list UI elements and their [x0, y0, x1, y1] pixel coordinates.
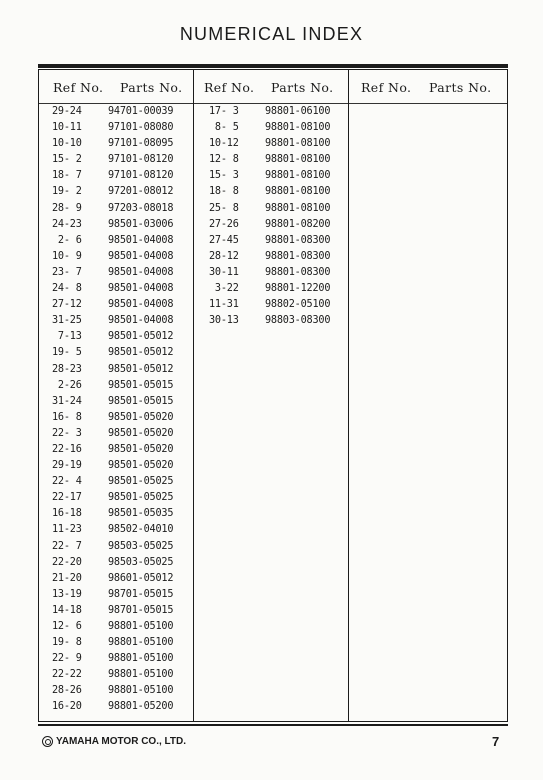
parts-no: 94701-00039	[108, 106, 174, 117]
parts-no: 98501-04008	[108, 299, 174, 311]
parts-no: 98801-12200	[265, 283, 331, 295]
index-row	[209, 122, 330, 138]
ref-no: 19- 5	[52, 347, 82, 359]
index-row	[52, 701, 173, 717]
ref-no: 15- 3	[209, 170, 239, 182]
index-row	[52, 283, 173, 299]
parts-no: 98803-08300	[265, 315, 331, 327]
parts-no: 98801-05100	[108, 685, 174, 697]
index-row	[52, 621, 173, 637]
index-row	[52, 589, 173, 605]
index-row	[52, 541, 173, 557]
ref-no: 24-23	[52, 218, 82, 230]
parts-no: 98701-05015	[108, 604, 174, 616]
ref-no: 30-13	[209, 315, 239, 327]
ref-no: 25- 8	[209, 202, 239, 214]
parts-no: 98601-05012	[108, 572, 174, 584]
index-row	[52, 605, 173, 621]
index-row	[209, 138, 330, 154]
index-row	[52, 347, 173, 363]
ref-no: 30-11	[209, 266, 239, 278]
index-row	[52, 524, 173, 540]
ref-no: 2- 6	[52, 234, 82, 246]
parts-no: 98501-04008	[108, 250, 174, 262]
index-row	[209, 315, 330, 331]
parts-no: 98801-05100	[108, 621, 174, 632]
parts-no: 97203-08018	[108, 202, 174, 214]
index-row	[52, 653, 173, 669]
ref-no: 27-12	[52, 299, 82, 311]
ref-no: 8- 5	[209, 122, 239, 134]
index-row	[209, 186, 330, 202]
index-row	[52, 428, 173, 444]
parts-no: 98501-03006	[108, 218, 174, 230]
parts-no: 98801-05100	[108, 653, 174, 665]
parts-no: 97101-08095	[108, 138, 174, 150]
ref-no: 29-24	[52, 106, 82, 117]
parts-no: 98801-05200	[108, 701, 174, 713]
company-name: YAMAHA MOTOR CO., LTD.	[56, 736, 186, 747]
ref-no: 22-20	[52, 556, 82, 568]
ref-no: 15- 2	[52, 154, 82, 166]
parts-no: 98503-05025	[108, 556, 174, 568]
column-divider	[348, 69, 349, 721]
index-row	[209, 235, 330, 251]
parts-no: 98501-05012	[108, 347, 174, 359]
index-row	[52, 460, 173, 476]
index-row	[52, 122, 173, 138]
parts-no: 98501-04008	[108, 266, 174, 278]
parts-no: 98801-08100	[265, 202, 331, 214]
index-row	[52, 267, 173, 283]
top-rule	[38, 64, 508, 68]
index-row	[209, 283, 330, 299]
index-row	[52, 138, 173, 154]
index-row	[52, 331, 173, 347]
index-column-1	[52, 106, 173, 718]
yamaha-tuning-fork-icon	[42, 736, 53, 747]
ref-no: 11-23	[52, 524, 82, 536]
index-row	[52, 557, 173, 573]
index-row	[52, 508, 173, 524]
index-row	[52, 251, 173, 267]
index-row	[52, 492, 173, 508]
ref-no: 31-25	[52, 315, 82, 327]
column-divider	[193, 69, 194, 721]
parts-no: 98501-04008	[108, 283, 174, 295]
parts-no: 97101-08120	[108, 154, 174, 166]
parts-no: 98501-05015	[108, 395, 174, 407]
index-row	[52, 412, 173, 428]
index-row	[52, 637, 173, 653]
parts-no-header: Parts No.	[271, 80, 334, 95]
parts-no: 98501-05020	[108, 427, 174, 439]
ref-no: 28-23	[52, 363, 82, 375]
index-row	[209, 106, 330, 122]
index-row	[52, 364, 173, 380]
parts-no: 97201-08012	[108, 186, 174, 198]
column-divider	[507, 69, 508, 721]
ref-no-header: Ref No.	[53, 80, 104, 95]
ref-no: 16-18	[52, 508, 82, 520]
parts-no: 98801-08100	[265, 154, 331, 166]
bottom-rule-thin	[38, 721, 508, 722]
parts-no: 98501-05020	[108, 411, 174, 423]
parts-no: 98801-08100	[265, 138, 331, 150]
company-logo	[42, 736, 186, 747]
parts-no: 98501-04008	[108, 234, 174, 246]
index-row	[209, 267, 330, 283]
ref-no: 21-20	[52, 572, 82, 584]
top-rule-thin	[38, 69, 508, 70]
index-row	[52, 396, 173, 412]
index-row	[52, 685, 173, 701]
page-number: 7	[492, 734, 500, 749]
parts-no: 98501-05012	[108, 363, 174, 375]
parts-no: 97101-08120	[108, 170, 174, 182]
parts-no: 98801-08100	[265, 122, 331, 134]
ref-no: 28- 9	[52, 202, 82, 214]
index-row	[209, 170, 330, 186]
parts-no: 98801-08100	[265, 170, 331, 182]
ref-no: 12- 6	[52, 621, 82, 632]
parts-no: 98802-05100	[265, 299, 331, 311]
ref-no: 22- 3	[52, 427, 82, 439]
index-row	[209, 251, 330, 267]
ref-no: 13-19	[52, 588, 82, 600]
ref-no: 29-19	[52, 460, 82, 472]
parts-no: 98801-08100	[265, 186, 331, 198]
ref-no-header: Ref No.	[361, 80, 412, 95]
ref-no: 19- 2	[52, 186, 82, 198]
parts-no: 98701-05015	[108, 588, 174, 600]
ref-no: 18- 7	[52, 170, 82, 182]
parts-no-header: Parts No.	[120, 80, 183, 95]
parts-no: 97101-08080	[108, 122, 174, 134]
index-row	[52, 380, 173, 396]
parts-no: 98501-04008	[108, 315, 174, 327]
parts-no: 98503-05025	[108, 540, 174, 552]
index-row	[52, 219, 173, 235]
ref-no: 18- 8	[209, 186, 239, 198]
ref-no: 16-20	[52, 701, 82, 713]
ref-no: 17- 3	[209, 106, 239, 117]
ref-no: 31-24	[52, 395, 82, 407]
index-row	[52, 315, 173, 331]
ref-no: 23- 7	[52, 266, 82, 278]
parts-no: 98501-05020	[108, 443, 174, 455]
index-row	[209, 203, 330, 219]
index-row	[52, 106, 173, 122]
index-row	[209, 299, 330, 315]
index-row	[52, 154, 173, 170]
ref-no: 24- 8	[52, 283, 82, 295]
ref-no: 22- 9	[52, 653, 82, 665]
ref-no: 12- 8	[209, 154, 239, 166]
index-row	[52, 573, 173, 589]
parts-no-header: Parts No.	[429, 80, 492, 95]
parts-no: 98501-05035	[108, 508, 174, 520]
index-row	[209, 154, 330, 170]
ref-no: 22-16	[52, 443, 82, 455]
ref-no: 10-11	[52, 122, 82, 134]
ref-no: 10-10	[52, 138, 82, 150]
ref-no: 3-22	[209, 283, 239, 295]
ref-no: 2-26	[52, 379, 82, 391]
bottom-rule	[38, 724, 508, 726]
ref-no: 10- 9	[52, 250, 82, 262]
ref-no-header: Ref No.	[204, 80, 255, 95]
index-row	[52, 299, 173, 315]
parts-no: 98501-05020	[108, 460, 174, 472]
parts-no: 98801-06100	[265, 106, 331, 117]
index-row	[52, 170, 173, 186]
index-row	[52, 186, 173, 202]
header-rule	[38, 103, 508, 104]
index-row	[209, 219, 330, 235]
index-column-2	[209, 106, 330, 331]
parts-no: 98501-05015	[108, 379, 174, 391]
column-divider	[38, 69, 39, 721]
page-title: NUMERICAL INDEX	[179, 24, 364, 44]
parts-no: 98801-08300	[265, 234, 331, 246]
parts-no: 98501-05025	[108, 492, 174, 504]
ref-no: 7-13	[52, 331, 82, 343]
parts-no: 98501-05025	[108, 476, 174, 488]
ref-no: 22-17	[52, 492, 82, 504]
ref-no: 27-45	[209, 234, 239, 246]
parts-no: 98801-08300	[265, 266, 331, 278]
parts-no: 98501-05012	[108, 331, 174, 343]
parts-no: 98502-04010	[108, 524, 174, 536]
ref-no: 22- 7	[52, 540, 82, 552]
ref-no: 22- 4	[52, 476, 82, 488]
ref-no: 11-31	[209, 299, 239, 311]
ref-no: 16- 8	[52, 411, 82, 423]
ref-no: 27-26	[209, 218, 239, 230]
parts-no: 98801-08200	[265, 218, 331, 230]
index-row	[52, 444, 173, 460]
parts-no: 98801-08300	[265, 250, 331, 262]
ref-no: 19- 8	[52, 637, 82, 649]
ref-no: 28-12	[209, 250, 239, 262]
ref-no: 14-18	[52, 604, 82, 616]
parts-no: 98801-05100	[108, 637, 174, 649]
index-row	[52, 203, 173, 219]
ref-no: 22-22	[52, 669, 82, 681]
index-row	[52, 235, 173, 251]
ref-no: 28-26	[52, 685, 82, 697]
index-row	[52, 476, 173, 492]
index-row	[52, 669, 173, 685]
ref-no: 10-12	[209, 138, 239, 150]
parts-no: 98801-05100	[108, 669, 174, 681]
